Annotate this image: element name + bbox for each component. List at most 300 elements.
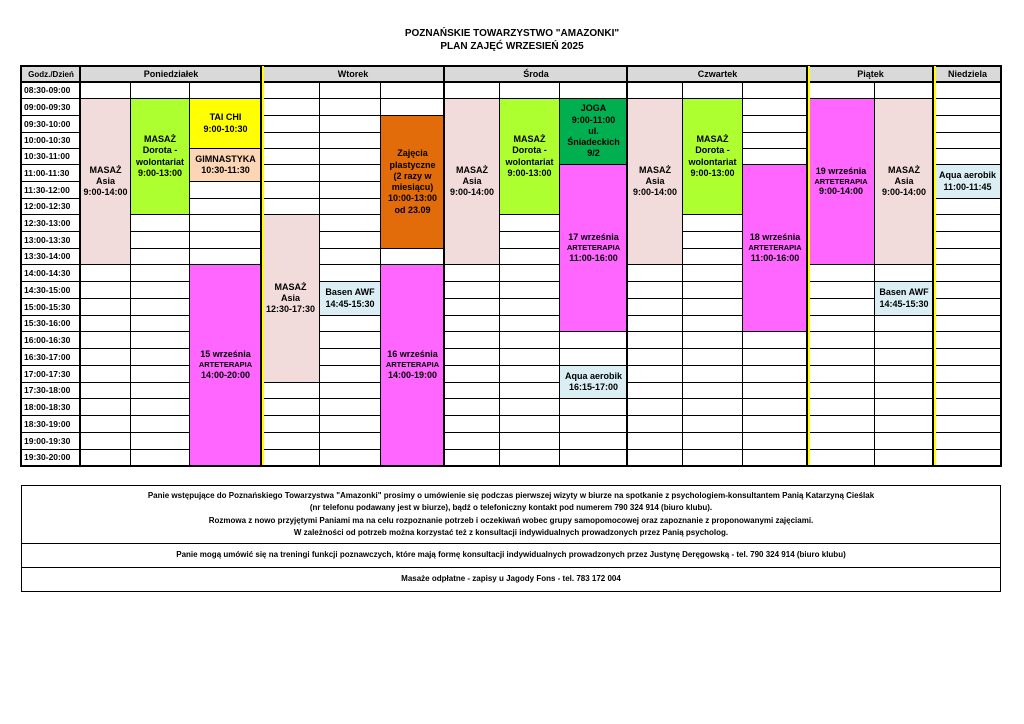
empty-cell	[682, 415, 743, 433]
schedule-event	[627, 98, 683, 265]
event-text-line: 9:00-14:00	[881, 187, 927, 198]
event-text-line: 10:00-13:00	[387, 193, 438, 204]
empty-cell	[499, 449, 560, 466]
time-slot: 08:30-09:00	[21, 82, 81, 99]
empty-cell	[807, 315, 875, 332]
time-slot: 09:30-10:00	[21, 115, 81, 133]
empty-cell	[874, 382, 934, 399]
empty-cell	[559, 82, 628, 99]
table-border-line	[20, 81, 1002, 83]
empty-cell	[742, 132, 808, 149]
empty-cell	[130, 82, 190, 99]
empty-cell	[933, 132, 1002, 149]
empty-cell	[682, 365, 743, 383]
day-header-5: Piątek	[807, 66, 934, 83]
empty-cell	[130, 432, 190, 450]
empty-cell	[319, 98, 381, 116]
event-text-line: MASAŻ	[888, 164, 920, 175]
empty-cell	[499, 415, 560, 433]
info-note-line: Masaże odpłatne - zapisy u Jagody Fons - tel. 783 172 004	[401, 574, 621, 584]
empty-cell	[80, 315, 131, 332]
event-text-line: 14:45-15:30	[879, 298, 929, 309]
empty-cell	[933, 331, 1002, 349]
empty-cell	[807, 348, 875, 366]
event-text-line: 11:00-16:00	[569, 252, 618, 263]
empty-cell	[627, 264, 683, 282]
empty-cell	[874, 331, 934, 349]
schedule-event	[499, 98, 560, 215]
empty-cell	[130, 214, 190, 232]
schedule-event	[444, 98, 500, 265]
empty-cell	[682, 264, 743, 282]
time-slot: 19:00-19:30	[21, 432, 81, 450]
event-text-line: 9:00-14:00	[818, 186, 864, 197]
schedule-event	[933, 164, 1002, 199]
empty-cell	[130, 398, 190, 416]
empty-cell	[261, 82, 320, 99]
event-text-line: 14:00-20:00	[200, 369, 251, 380]
empty-cell	[319, 82, 381, 99]
day-separator-line	[443, 66, 445, 466]
info-note-massage	[21, 567, 1001, 592]
schedule-event	[559, 98, 628, 165]
event-text-line: 9:00-13:00	[690, 167, 735, 178]
empty-cell	[742, 398, 808, 416]
empty-cell	[559, 432, 628, 450]
event-text-line: 10:30-11:30	[201, 165, 250, 175]
empty-cell	[319, 164, 381, 182]
empty-cell	[874, 398, 934, 416]
empty-cell	[499, 281, 560, 299]
event-text-line: MASAŻ	[639, 164, 671, 175]
event-text-line: wolontariat	[505, 156, 554, 167]
empty-cell	[80, 348, 131, 366]
schedule-event	[319, 281, 381, 316]
empty-cell	[261, 415, 320, 433]
empty-cell	[807, 398, 875, 416]
empty-cell	[80, 298, 131, 316]
empty-cell	[807, 382, 875, 399]
empty-cell	[682, 214, 743, 232]
schedule-event	[874, 281, 934, 316]
empty-cell	[874, 432, 934, 450]
schedule-event	[874, 98, 934, 265]
info-note-line: Rozmowa z nowo przyjętymi Paniami ma na celu rozpoznanie potrzeb i oczekiwań wobec grupy samopomocowej oraz zapoznanie z proponowanymi zajęciami.	[208, 515, 814, 525]
empty-cell	[499, 298, 560, 316]
empty-cell	[130, 281, 190, 299]
empty-cell	[807, 449, 875, 466]
schedule-event	[189, 148, 262, 182]
empty-cell	[742, 449, 808, 466]
empty-cell	[742, 98, 808, 116]
empty-cell	[682, 432, 743, 450]
event-text-line: Zajęcia	[397, 148, 428, 159]
empty-cell	[261, 181, 320, 199]
event-text-line: JOGA	[580, 103, 607, 114]
empty-cell	[933, 264, 1002, 282]
empty-cell	[189, 248, 262, 265]
empty-cell	[682, 348, 743, 366]
schedule-event	[130, 98, 190, 215]
empty-cell	[130, 298, 190, 316]
info-note-line: Panie wstępujące do Poznańskiego Towarzystwa "Amazonki" prosimy o umówienie się podczas pierwszej wizyty w biurze na spotkanie z psychologiem-konsultantem Panią Katarzyną Cieślak	[147, 490, 875, 500]
time-slot: 09:00-09:30	[21, 98, 81, 116]
empty-cell	[933, 382, 1002, 399]
empty-cell	[444, 432, 500, 450]
empty-cell	[499, 398, 560, 416]
empty-cell	[130, 365, 190, 383]
empty-cell	[627, 331, 683, 349]
empty-cell	[742, 432, 808, 450]
empty-cell	[499, 248, 560, 265]
empty-cell	[807, 365, 875, 383]
empty-cell	[261, 164, 320, 182]
empty-cell	[742, 365, 808, 383]
empty-cell	[319, 348, 381, 366]
info-note-line: W zależności od potrzeb można korzystać też z konsultacji indywidualnych prowadzonych przez Panią psycholog.	[293, 527, 729, 537]
empty-cell	[627, 82, 683, 99]
empty-cell	[319, 148, 381, 165]
empty-cell	[682, 231, 743, 249]
table-border-line	[20, 65, 1002, 67]
event-text-line: 9:00-14:00	[632, 187, 678, 198]
event-text-line: 16:15-17:00	[568, 382, 619, 392]
empty-cell	[807, 298, 875, 316]
empty-cell	[933, 115, 1002, 133]
empty-cell	[874, 365, 934, 383]
empty-cell	[933, 415, 1002, 433]
empty-cell	[80, 365, 131, 383]
empty-cell	[261, 98, 320, 116]
empty-cell	[261, 148, 320, 165]
event-text-line: 11:00-16:00	[750, 252, 800, 263]
event-text-line: MASAŻ	[513, 134, 546, 144]
empty-cell	[499, 264, 560, 282]
empty-cell	[874, 449, 934, 466]
schedule-event	[380, 264, 445, 466]
event-text-line: Asia	[280, 292, 300, 303]
event-text-line: 11:00-11:45	[943, 181, 992, 192]
time-slot: 12:00-12:30	[21, 198, 81, 215]
time-slot: 18:00-18:30	[21, 398, 81, 416]
event-text-line: ARTETERAPIA	[198, 360, 253, 370]
empty-cell	[933, 348, 1002, 366]
empty-cell	[189, 214, 262, 232]
empty-cell	[499, 82, 560, 99]
event-text-line: 9:00-14:00	[449, 187, 495, 198]
empty-cell	[319, 365, 381, 383]
empty-cell	[627, 365, 683, 383]
empty-cell	[682, 82, 743, 99]
empty-cell	[261, 198, 320, 215]
empty-cell	[933, 432, 1002, 450]
empty-cell	[130, 231, 190, 249]
empty-cell	[559, 331, 628, 349]
schedule-event	[682, 98, 743, 215]
empty-cell	[130, 449, 190, 466]
day-header-3: Środa	[444, 66, 628, 83]
empty-cell	[380, 82, 445, 99]
event-text-line: 14:45-15:30	[325, 298, 375, 309]
empty-cell	[627, 281, 683, 299]
empty-cell	[319, 315, 381, 332]
empty-cell	[261, 115, 320, 133]
page-title-line2: PLAN ZAJĘĆ WRZESIEŃ 2025	[440, 41, 584, 52]
event-text-line: 9/2	[587, 148, 600, 159]
empty-cell	[189, 181, 262, 199]
event-text-line: MASAŻ	[456, 164, 488, 175]
empty-cell	[189, 82, 262, 99]
empty-cell	[80, 331, 131, 349]
empty-cell	[319, 331, 381, 349]
event-text-line: 9:00-10:30	[203, 123, 248, 134]
empty-cell	[444, 449, 500, 466]
empty-cell	[627, 449, 683, 466]
event-text-line: Dorota -	[512, 145, 547, 156]
empty-cell	[319, 248, 381, 265]
empty-cell	[444, 264, 500, 282]
empty-cell	[80, 415, 131, 433]
empty-cell	[682, 331, 743, 349]
event-text-line: 16 września	[387, 349, 438, 360]
time-slot: 14:00-14:30	[21, 264, 81, 282]
event-text-line: MASAŻ	[696, 134, 729, 144]
event-text-line: Asia	[645, 175, 665, 186]
event-text-line: 9:00-13:00	[137, 167, 183, 178]
event-text-line: TAI CHI	[209, 112, 242, 123]
event-text-line: Dorota -	[142, 145, 178, 156]
empty-cell	[80, 382, 131, 399]
empty-cell	[807, 82, 875, 99]
empty-cell	[933, 248, 1002, 265]
empty-cell	[682, 382, 743, 399]
empty-cell	[874, 315, 934, 332]
empty-cell	[444, 415, 500, 433]
event-text-line: Aqua aerobik	[564, 370, 622, 381]
empty-cell	[189, 231, 262, 249]
event-text-line: plastyczne	[389, 159, 436, 170]
event-text-line: ul.	[588, 125, 599, 136]
empty-cell	[742, 115, 808, 133]
empty-cell	[627, 298, 683, 316]
empty-cell	[933, 214, 1002, 232]
empty-cell	[682, 281, 743, 299]
day-accent-line	[262, 66, 264, 465]
empty-cell	[559, 449, 628, 466]
event-text-line: Basen AWF	[879, 287, 929, 298]
empty-cell	[807, 331, 875, 349]
empty-cell	[933, 365, 1002, 383]
empty-cell	[933, 198, 1002, 215]
empty-cell	[261, 432, 320, 450]
day-header-2: Wtorek	[261, 66, 445, 83]
empty-cell	[380, 98, 445, 116]
time-slot: 12:30-13:00	[21, 214, 81, 232]
empty-cell	[444, 331, 500, 349]
event-text-line: wolontariat	[135, 156, 184, 167]
day-separator-line	[79, 66, 81, 466]
empty-cell	[874, 82, 934, 99]
empty-cell	[130, 315, 190, 332]
empty-cell	[742, 382, 808, 399]
empty-cell	[319, 115, 381, 133]
time-slot: 17:00-17:30	[21, 365, 81, 383]
schedule-event	[261, 214, 320, 383]
time-slot: 16:00-16:30	[21, 331, 81, 349]
info-note-cognitive-training	[21, 543, 1001, 568]
empty-cell	[380, 248, 445, 265]
day-accent-line	[808, 66, 810, 465]
empty-cell	[444, 315, 500, 332]
empty-cell	[130, 348, 190, 366]
empty-cell	[742, 348, 808, 366]
empty-cell	[933, 231, 1002, 249]
empty-cell	[261, 398, 320, 416]
time-slot: 18:30-19:00	[21, 415, 81, 433]
event-text-line: od 23.09	[394, 204, 431, 215]
day-separator-line	[626, 66, 628, 466]
schedule-event	[807, 98, 875, 265]
empty-cell	[319, 415, 381, 433]
empty-cell	[807, 432, 875, 450]
event-text-line: Śniadeckich	[567, 137, 620, 148]
event-text-line: miesiącu)	[391, 182, 434, 192]
table-border-line	[20, 465, 1002, 467]
event-text-line: MASAŻ	[144, 134, 176, 144]
event-text-line: Dorota -	[695, 145, 730, 156]
empty-cell	[807, 264, 875, 282]
empty-cell	[627, 315, 683, 332]
schedule-event	[80, 98, 131, 265]
empty-cell	[933, 315, 1002, 332]
event-text-line: 9:00-13:00	[507, 167, 552, 178]
empty-cell	[444, 382, 500, 399]
empty-cell	[933, 98, 1002, 116]
time-slot: 14:30-15:00	[21, 281, 81, 299]
schedule-event	[559, 365, 628, 399]
empty-cell	[933, 281, 1002, 299]
empty-cell	[444, 82, 500, 99]
day-accent-line	[934, 66, 936, 465]
empty-cell	[627, 348, 683, 366]
table-border-line	[20, 65, 22, 467]
empty-cell	[742, 148, 808, 165]
empty-cell	[444, 365, 500, 383]
empty-cell	[933, 449, 1002, 466]
schedule-event	[189, 264, 262, 466]
empty-cell	[499, 214, 560, 232]
time-slot: 17:30-18:00	[21, 382, 81, 399]
event-text-line: MASAŻ	[274, 281, 307, 292]
event-text-line: 12:30-17:30	[265, 304, 316, 315]
event-text-line: 17 września	[568, 232, 619, 243]
empty-cell	[627, 398, 683, 416]
empty-cell	[130, 382, 190, 399]
empty-cell	[499, 348, 560, 366]
event-text-line: 9:00-14:00	[83, 187, 128, 198]
time-slot: 11:00-11:30	[21, 164, 81, 182]
empty-cell	[80, 398, 131, 416]
empty-cell	[130, 331, 190, 349]
corner-header: Godz./Dzień	[21, 66, 81, 83]
empty-cell	[499, 331, 560, 349]
empty-cell	[319, 132, 381, 149]
empty-cell	[444, 398, 500, 416]
time-slot: 16:30-17:00	[21, 348, 81, 366]
empty-cell	[499, 231, 560, 249]
event-text-line: ARTETERAPIA	[814, 176, 868, 186]
empty-cell	[742, 331, 808, 349]
day-header-4: Czwartek	[627, 66, 808, 83]
empty-cell	[319, 432, 381, 450]
empty-cell	[742, 415, 808, 433]
empty-cell	[682, 398, 743, 416]
empty-cell	[80, 449, 131, 466]
event-text-line: 18 września	[749, 232, 801, 243]
empty-cell	[444, 281, 500, 299]
event-text-line: MASAŻ	[89, 164, 122, 175]
empty-cell	[130, 415, 190, 433]
empty-cell	[319, 398, 381, 416]
empty-cell	[807, 281, 875, 299]
empty-cell	[627, 415, 683, 433]
empty-cell	[130, 264, 190, 282]
empty-cell	[874, 348, 934, 366]
empty-cell	[319, 231, 381, 249]
event-text-line: GIMNASTYKA	[195, 153, 256, 164]
empty-cell	[807, 415, 875, 433]
empty-cell	[189, 198, 262, 215]
empty-cell	[499, 315, 560, 332]
empty-cell	[319, 382, 381, 399]
empty-cell	[80, 264, 131, 282]
event-text-line: (2 razy w	[393, 170, 432, 181]
empty-cell	[933, 298, 1002, 316]
time-slot: 15:00-15:30	[21, 298, 81, 316]
event-text-line: 19 września	[815, 165, 867, 176]
empty-cell	[130, 248, 190, 265]
event-text-line: 14:00-19:00	[387, 369, 438, 380]
event-text-line: Asia	[95, 175, 115, 186]
time-slot: 10:30-11:00	[21, 148, 81, 165]
event-text-line: Basen AWF	[325, 287, 375, 298]
event-text-line: Asia	[894, 175, 914, 186]
page-title-line1: POZNAŃSKIE TOWARZYSTWO "AMAZONKI"	[404, 28, 620, 39]
empty-cell	[444, 348, 500, 366]
empty-cell	[319, 264, 381, 282]
empty-cell	[559, 348, 628, 366]
empty-cell	[559, 415, 628, 433]
empty-cell	[682, 315, 743, 332]
empty-cell	[933, 82, 1002, 99]
empty-cell	[80, 82, 131, 99]
schedule-event	[189, 98, 262, 149]
empty-cell	[559, 398, 628, 416]
empty-cell	[874, 415, 934, 433]
time-slot: 13:00-13:30	[21, 231, 81, 249]
schedule-event	[742, 164, 808, 332]
event-text-line: ARTETERAPIA	[748, 243, 802, 253]
empty-cell	[261, 382, 320, 399]
event-text-line: Aqua aerobik	[938, 170, 996, 181]
time-slot: 10:00-10:30	[21, 132, 81, 149]
empty-cell	[444, 298, 500, 316]
empty-cell	[874, 264, 934, 282]
empty-cell	[682, 298, 743, 316]
schedule-event	[380, 115, 445, 249]
empty-cell	[319, 449, 381, 466]
empty-cell	[933, 398, 1002, 416]
